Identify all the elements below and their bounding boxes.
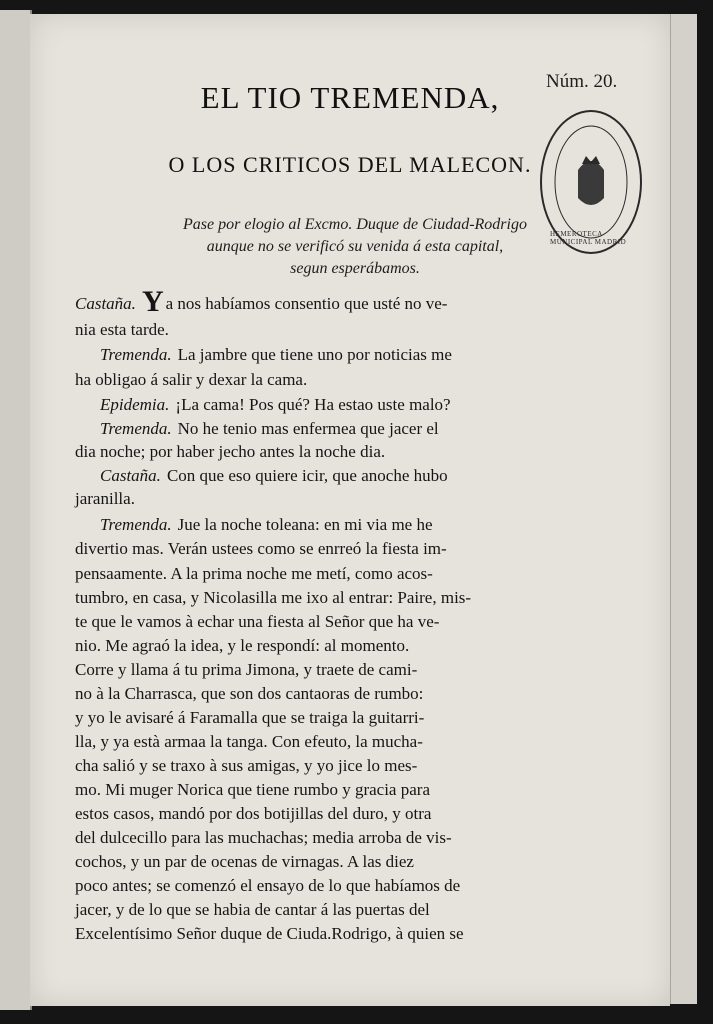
text-line — [100, 515, 433, 535]
text-line: ha obligao á salir y dexar la cama. — [75, 370, 308, 389]
document-page — [30, 14, 670, 1006]
issue-number: Núm. 20. — [546, 71, 618, 92]
text-line: cochos, y un par de ocenas de virnagas. A las diez — [75, 852, 414, 871]
text-line: jacer, y de lo que se habia de cantar á las puertas del — [75, 900, 430, 919]
text-line — [100, 395, 451, 415]
speaker-name: Tremenda. — [100, 345, 172, 364]
text-line: nia esta tarde. — [75, 320, 169, 339]
dialogue-text: Con que eso quiere icir, que anoche hubo — [166, 466, 448, 485]
library-stamp — [540, 110, 642, 254]
text-line: nio. Me agraó la idea, y le respondí: al momento. — [75, 636, 410, 655]
speaker-name: Castaña. — [100, 466, 161, 485]
dialogue-text: No he tenio mas enfermea que jacer el — [177, 419, 439, 438]
text-line: pensaamente. A la prima noche me metí, como acos- — [75, 564, 433, 583]
speaker-name: Tremenda. — [100, 419, 172, 438]
dedication-line: segun esperábamos. — [290, 260, 420, 277]
text-line: del dulcecillo para las muchachas; media arroba de vis- — [75, 828, 452, 847]
text-line: jaranilla. — [75, 489, 135, 508]
right-page-edge — [670, 14, 697, 1004]
dialogue-text: a nos habíamos consentio que usté no ve- — [165, 294, 448, 313]
text-line: estos casos, mandó por dos botijillas del duro, y otra — [75, 804, 432, 823]
text-line: y yo le avisaré á Faramalla que se traiga la guitarri- — [75, 708, 425, 727]
text-line: divertio mas. Verán ustees como se enrreó la fiesta im- — [75, 539, 447, 558]
left-page-edge — [0, 10, 32, 1010]
text-line — [100, 345, 452, 365]
dialogue-text: La jambre que tiene uno por noticias me — [177, 345, 452, 364]
text-line — [100, 466, 448, 486]
page-subtitle: O LOS CRITICOS DEL MALECON. — [168, 152, 532, 177]
dedication-line: aunque no se verificó su venida á esta capital, — [206, 238, 504, 255]
text-line: te que le vamos à echar una fiesta al Señor que ha ve- — [75, 612, 440, 631]
text-line: Excelentísimo Señor duque de Ciuda.Rodrigo, à quien se — [75, 924, 464, 943]
text-line — [100, 419, 439, 439]
text-line: tumbro, en casa, y Nicolasilla me ixo al entrar: Paire, mis- — [75, 588, 472, 607]
text-line: lla, y ya està armaa la tanga. Con efeuto, la mucha- — [75, 732, 423, 751]
dialogue-text: Jue la noche toleana: en mi via me he — [177, 515, 433, 534]
dialogue-text: ¡La cama! Pos qué? Ha estao uste malo? — [175, 395, 451, 414]
speaker-name: Castaña. — [75, 294, 136, 313]
text-line: Corre y llama á tu prima Jimona, y traete de cami- — [75, 660, 418, 679]
text-line: cha salió y se traxo à sus amigas, y yo jice lo mes- — [75, 756, 418, 775]
drop-cap: Y — [141, 285, 164, 318]
speaker-name: Tremenda. — [100, 515, 172, 534]
text-line — [75, 285, 448, 318]
page-title: EL TIO TREMENDA, — [200, 80, 500, 115]
dedication-line: Pase por elogio al Excmo. Duque de Ciudad-Rodrigo — [183, 216, 527, 233]
text-line: poco antes; se comenzó el ensayo de lo que habíamos de — [75, 876, 461, 895]
stamp-text: HEMEROTECA MUNICIPAL MADRID — [550, 230, 627, 246]
text-line: no à la Charrasca, que son dos cantaoras de rumbo: — [75, 684, 424, 703]
text-line: mo. Mi muger Norica que tiene rumbo y gracia para — [75, 780, 430, 799]
text-line: dia noche; por haber jecho antes la noche dia. — [75, 442, 386, 461]
speaker-name: Epidemia. — [100, 395, 170, 414]
